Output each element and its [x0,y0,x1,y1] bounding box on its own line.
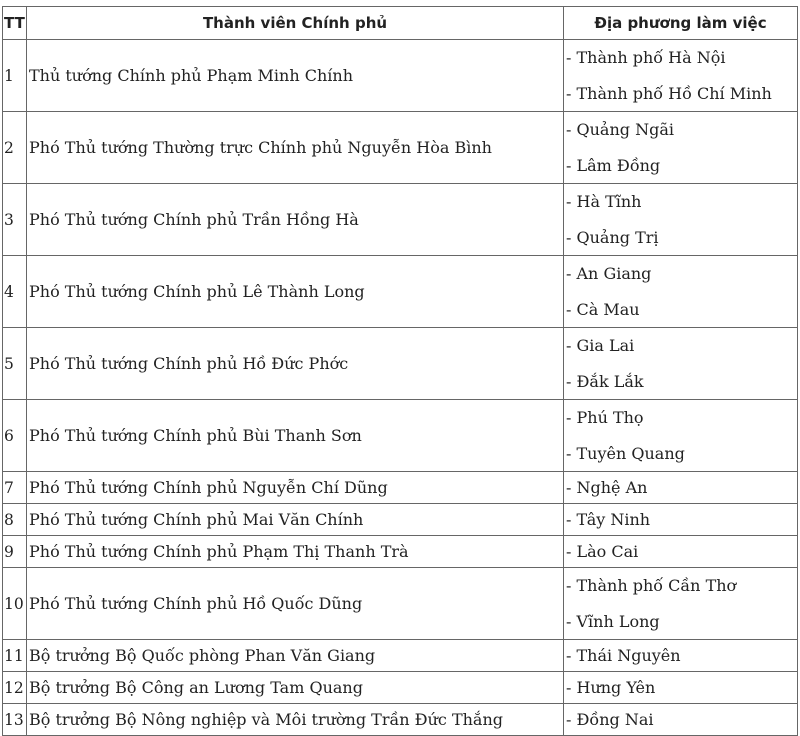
place-item: - Thành phố Hà Nội [566,48,726,67]
place-item: - Hưng Yên [566,678,656,697]
row-number: 6 [3,400,27,472]
table-row [3,256,798,328]
table-row [3,184,798,256]
place-cell [564,472,798,504]
place-item: - Quảng Ngãi [566,120,674,139]
place-item: - Hà Tĩnh [566,192,642,211]
place-item: - Cà Mau [566,299,640,319]
header-tt: TT [3,7,27,40]
table-row [3,40,798,112]
row-number: 4 [3,256,27,328]
row-number: 8 [3,504,27,536]
table-row [3,400,798,472]
table-body [3,40,798,736]
table-row [3,504,798,536]
place-item: - Đồng Nai [566,710,654,729]
place-cell [564,256,798,328]
table-row [3,640,798,672]
row-number: 7 [3,472,27,504]
place-cell [564,400,798,472]
place-cell [564,672,798,704]
place-item: - Thái Nguyên [566,646,681,665]
member-name: Bộ trưởng Bộ Công an Lương Tam Quang [27,672,564,704]
member-name: Phó Thủ tướng Chính phủ Trần Hồng Hà [27,184,564,256]
member-name: Phó Thủ tướng Chính phủ Phạm Thị Thanh Trà [27,536,564,568]
place-item: - An Giang [566,264,652,283]
place-item: - Tuyên Quang [566,443,685,463]
member-name: Phó Thủ tướng Thường trực Chính phủ Nguyễn Hòa Bình [27,112,564,184]
header-member: Thành viên Chính phủ [27,7,564,40]
table-row [3,536,798,568]
place-cell [564,640,798,672]
row-number: 5 [3,328,27,400]
place-cell [564,112,798,184]
place-cell [564,328,798,400]
table-row [3,672,798,704]
place-cell [564,504,798,536]
place-cell [564,536,798,568]
table-row [3,112,798,184]
member-name: Phó Thủ tướng Chính phủ Hồ Quốc Dũng [27,568,564,640]
row-number: 11 [3,640,27,672]
place-cell [564,40,798,112]
row-number: 12 [3,672,27,704]
table-row [3,328,798,400]
row-number: 10 [3,568,27,640]
row-number: 3 [3,184,27,256]
member-name: Thủ tướng Chính phủ Phạm Minh Chính [27,40,564,112]
table-row [3,568,798,640]
place-item: - Đắk Lắk [566,371,644,391]
place-item: - Vĩnh Long [566,611,660,631]
place-item: - Thành phố Hồ Chí Minh [566,83,772,103]
place-item: - Lâm Đồng [566,155,661,175]
place-cell [564,184,798,256]
place-item: - Tây Ninh [566,510,651,529]
place-item: - Nghệ An [566,478,648,497]
header-place: Địa phương làm việc [564,7,798,40]
member-name: Phó Thủ tướng Chính phủ Nguyễn Chí Dũng [27,472,564,504]
place-cell [564,568,798,640]
member-name: Phó Thủ tướng Chính phủ Hồ Đức Phớc [27,328,564,400]
row-number: 9 [3,536,27,568]
member-name: Phó Thủ tướng Chính phủ Lê Thành Long [27,256,564,328]
member-name: Phó Thủ tướng Chính phủ Bùi Thanh Sơn [27,400,564,472]
table-header-row [3,7,798,40]
place-item: - Quảng Trị [566,227,659,247]
place-item: - Gia Lai [566,336,635,355]
row-number: 2 [3,112,27,184]
place-item: - Lào Cai [566,542,639,561]
member-name: Phó Thủ tướng Chính phủ Mai Văn Chính [27,504,564,536]
place-item: - Phú Thọ [566,408,644,427]
assignment-table [2,6,798,736]
place-item: - Thành phố Cần Thơ [566,576,737,595]
table-row [3,472,798,504]
row-number: 13 [3,704,27,736]
row-number: 1 [3,40,27,112]
member-name: Bộ trưởng Bộ Nông nghiệp và Môi trường Trần Đức Thắng [27,704,564,736]
member-name: Bộ trưởng Bộ Quốc phòng Phan Văn Giang [27,640,564,672]
